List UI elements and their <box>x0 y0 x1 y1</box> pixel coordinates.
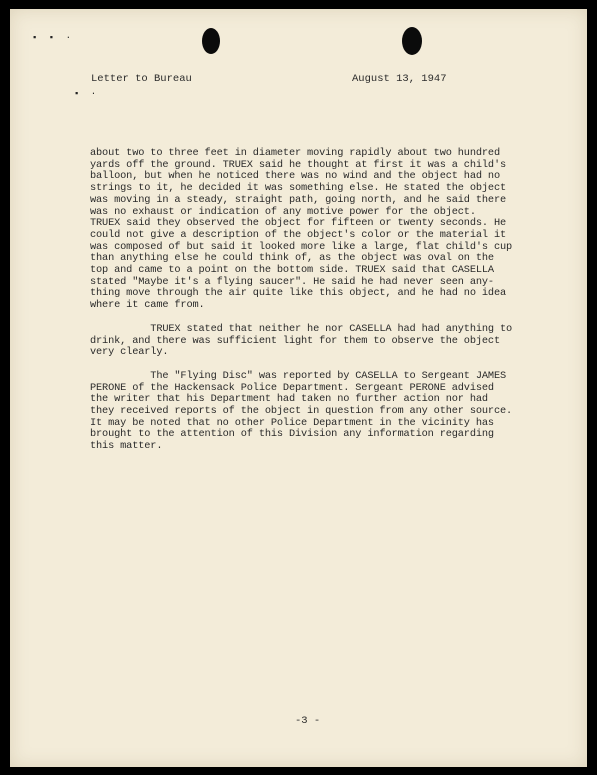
text-line: was moving in a steady, straight path, going north, and he said there <box>90 193 507 206</box>
text-line: where it came from. <box>90 299 205 312</box>
letter-header-date: August 13, 1947 <box>352 73 447 85</box>
text-line: thing move through the air quite like this object, and he had no idea <box>90 287 507 300</box>
text-line: brought to the attention of this Division any information regarding <box>90 428 494 441</box>
text-line: strings to it, he decided it was something else. He stated the object <box>90 182 507 195</box>
text-line: drink, and there was sufficient light for them to observe the object <box>90 334 500 347</box>
text-line: stated "Maybe it's a flying saucer". He said he had never seen any- <box>90 275 494 288</box>
letter-body <box>90 148 542 453</box>
punch-hole-right <box>402 27 422 55</box>
text-line: about two to three feet in diameter moving rapidly about two hundred <box>90 147 500 159</box>
paragraph-1 <box>90 148 542 312</box>
text-line: balloon, but when he noticed there was no wind and the object had no <box>90 170 500 183</box>
text-line: PERONE of the Hackensack Police Department. Sergeant PERONE advised <box>90 381 494 394</box>
punch-hole-left <box>202 28 220 54</box>
page-number: -3 - <box>295 715 321 727</box>
letter-header-title: Letter to Bureau <box>91 73 192 85</box>
text-line: they received reports of the object in question from any other source. <box>90 405 513 418</box>
text-line: The "Flying Disc" was reported by CASELLA to Sergeant JAMES <box>90 369 507 382</box>
paragraph-2 <box>90 324 542 359</box>
text-line: very clearly. <box>90 346 169 359</box>
ink-specks: ▪ ▪ · <box>32 33 75 43</box>
paragraph-3 <box>90 371 542 453</box>
ink-specks: ▪ · <box>74 89 100 99</box>
text-line: the writer that his Department had taken no further action nor had <box>90 393 488 406</box>
text-line: was no exhaust or indication of any motive power for the object. <box>90 205 476 218</box>
text-line: TRUEX stated that neither he nor CASELLA had had anything to <box>90 322 513 335</box>
text-line: top and came to a point on the bottom side. TRUEX said that CASELLA <box>90 264 494 277</box>
text-line: It may be noted that no other Police Department in the vicinity has <box>90 416 494 429</box>
text-line: yards off the ground. TRUEX said he thought at first it was a child's <box>90 158 507 171</box>
text-line: TRUEX said they observed the object for fifteen or twenty seconds. He <box>90 217 507 230</box>
text-line: was composed of but said it looked more like a large, flat child's cup <box>90 240 513 253</box>
text-line: than anything else he could think of, as the object was oval on the <box>90 252 494 265</box>
text-line: could not give a description of the object's color or the material it <box>90 228 507 241</box>
text-line: this matter. <box>90 440 163 453</box>
document-page <box>10 9 587 767</box>
